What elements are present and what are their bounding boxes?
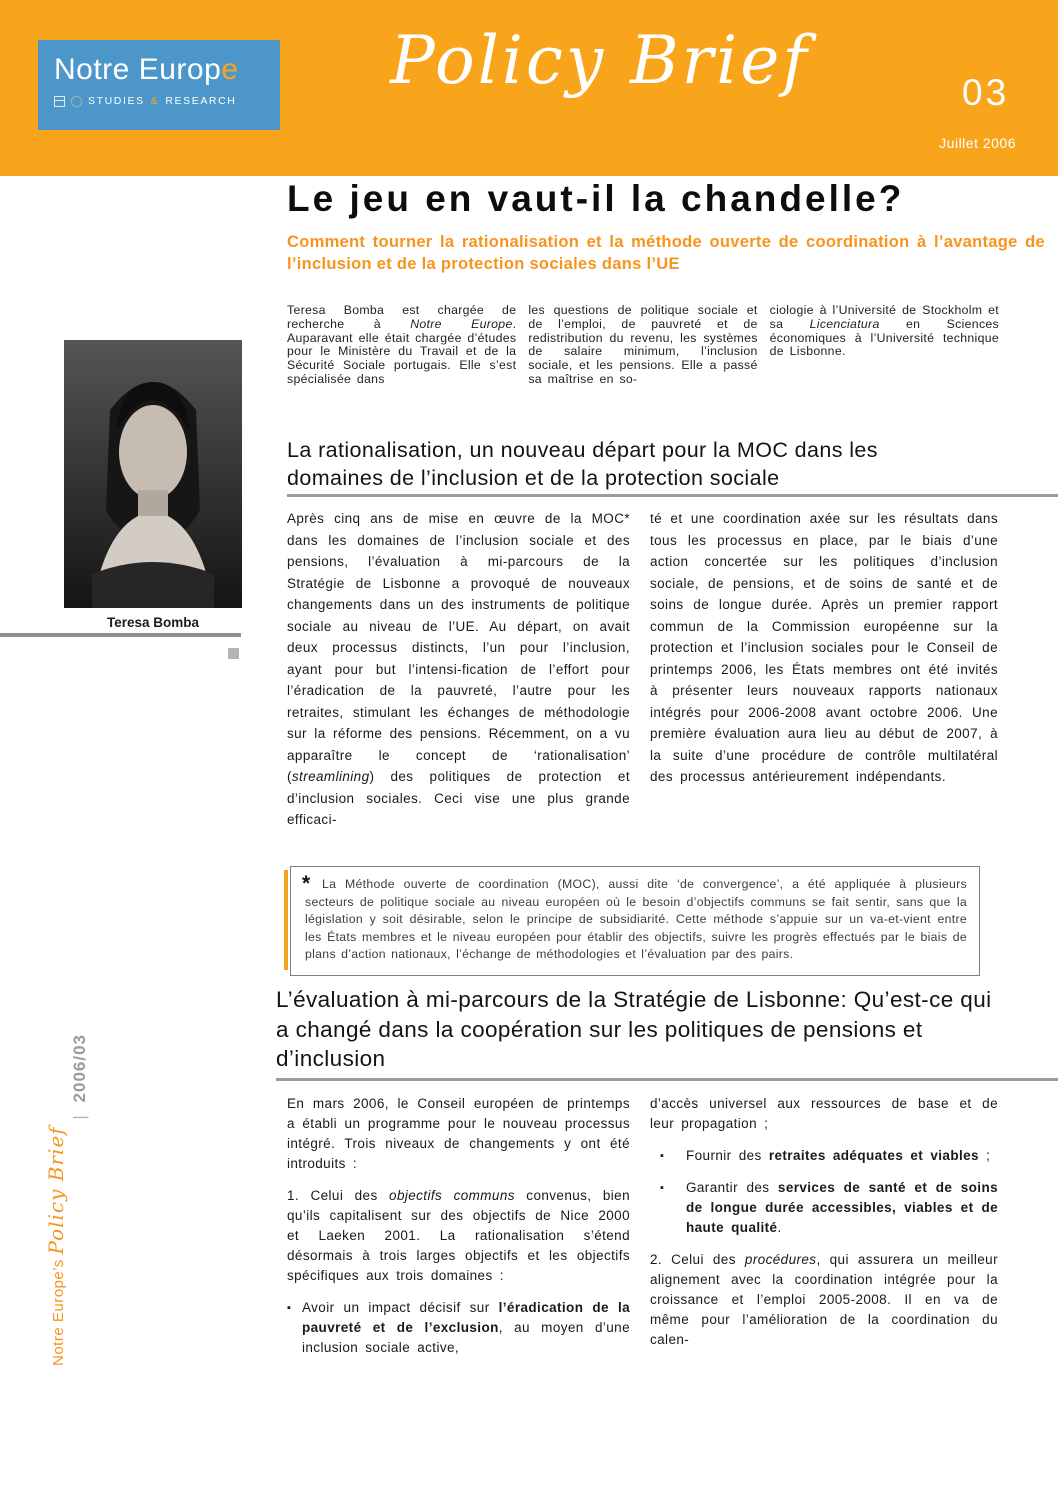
footnote-asterisk: * [302,872,311,895]
logo-title-accent: e [221,53,239,86]
section1-heading: La rationalisation, un nouveau départ pour la MOC dans les domaines de l’inclusion et de la protection sociale [287,438,878,490]
issue-date: Juillet 2006 [939,135,1016,151]
square-bullet-icon: ▪ [287,1302,292,1314]
sidebar-issue-line [70,1034,90,1366]
list-item-text: Fournir des retraites adéquates et viables ; [686,1148,991,1163]
sidebar-brand-script: Policy Brief [44,1126,68,1255]
footnote-text: La Méthode ouverte de coordination (MOC), aussi dite ‘de convergence’, a été appliquée à plusieurs secteurs de politique sociale au niveau européen où le besoin d’objectifs communs se fait sentir, sans que la législation y soit désirable, selon le principe de subsidiarité. Cette méthode s’appuie sur un va-et-vient entre les États membres et le niveau européen pour établir des objectifs, suivre les progrès effectués par le biais de plans d’action nationaux, l’échange de méthodologies et l’évaluation par des pairs. [305,877,967,961]
paragraph: d’accès universel aux ressources de base et de leur propagation ; [650,1096,998,1131]
bio-column-1: Teresa Bomba est chargée de recherche à Notre Europe. Auparavant elle était chargée d’études pour le Ministère du Travail et de la Sécurité Sociale portugais. Elle s’est spécialisée dans [287,303,517,386]
issue-number: 03 [962,72,1010,113]
footnote-accent-bar [284,870,288,970]
book-icon [54,96,65,107]
list-item [287,1298,630,1358]
section2-column-2 [650,1094,998,1350]
policy-brief-script-title: Policy Brief [390,22,810,99]
gray-square-marker [228,648,239,659]
section1-heading-rule [287,494,1058,497]
list-item [650,1178,998,1238]
logo-subtitle-ampersand: & [150,95,160,107]
logo-subtitle-right: RESEARCH [165,95,237,107]
list-item-text: Avoir un impact décisif sur l’éradication de la pauvreté et de l’exclusion, au moyen d’une inclusion sociale active, [302,1300,631,1355]
sidebar-brand-line [44,1034,68,1366]
section2-heading: L’évaluation à mi-parcours de la Stratégie de Lisbonne: Qu’est-ce qui a changé dans la coopération sur les politiques de pensions et d’inclusion [276,987,992,1072]
sidebar-brand-prefix: Notre Europe’s [50,1259,67,1366]
bio-column-2: les questions de politique sociale et de l’emploi, de pauvreté et de redistribution du revenu, les systèmes de salaire minimum, l’inclusion sociale, et les pensions. Elle a passé sa maîtrise en so- [528,303,758,386]
square-bullet-icon: ▪ [660,1182,665,1194]
square-bullet-icon: ▪ [660,1150,665,1162]
eu-stars-icon [71,96,82,107]
photo-caption: Teresa Bomba [106,615,200,630]
left-divider-rule [0,633,241,637]
sidebar-divider: | [70,1114,89,1120]
logo-subtitle-left: STUDIES [88,95,145,107]
logo-subtitle [54,95,264,107]
bio-column-3: ciologie à l’Université de Stockholm et sa Licenciatura en Sciences économiques à l’Université technique de Lisbonne. [769,303,999,359]
list-item [650,1146,998,1166]
list-item-text: Garantir des services de santé et de soins de longue durée accessibles, viables et de haute qualité. [686,1180,999,1235]
author-photo [64,340,242,608]
section2-column-1 [287,1094,630,1370]
logo-title-main: Notre Europ [54,53,222,86]
article-title: Le jeu en vaut-il la chandelle? [287,178,905,219]
paragraph: En mars 2006, le Conseil européen de printemps a établi un programme pour le nouveau processus intégré. Trois niveaux de changements y ont été introduits : [287,1096,630,1171]
section2-heading-rule [276,1078,1058,1081]
sidebar-vertical-text [44,1034,90,1366]
header-band [0,0,1058,176]
section1-column-1: Après cinq ans de mise en œuvre de la MOC* dans les domaines de l’inclusion sociale et des pensions, l’évaluation à mi-parcours de la Stratégie de Lisbonne a provoqué de nouveaux changements dans un des instruments de politique sociale au niveau de l’UE. Au départ, on avait deux processus distincts, l’un pour l’inclusion, ayant pour but l’intensi-fication de l’effort pour l’éradication de la pauvreté, l’autre pour les retraites, stimulant les échanges de méthodologie sur la réforme des pensions. Récemment, on a vu apparaître le concept de ‘rationalisation’ (streamlining) des politiques de protection et d’inclusion sociales. Ceci vise une plus grande efficaci- [287,511,630,827]
author-bio [287,304,999,387]
logo-title [54,53,264,86]
notre-europe-logo [38,40,280,130]
paragraph: 1. Celui des objectifs communs convenus, bien qu’ils capitalisent sur des objectifs de Nice 2000 et Laeken 2001. La rationalisation s’étend désormais à trois larges objectifs et les objectifs spécifiques aux trois domaines : [287,1188,630,1283]
sidebar-issue-number: 2006/03 [70,1034,89,1103]
footnote-box [290,866,980,976]
paragraph: 2. Celui des procédures, qui assurera un meilleur alignement avec la coordination intégrée pour la croissance et l’emploi 2005-2008. Il en va de même pour l’amélioration de la coordination du calen- [650,1252,998,1347]
section1-column-2: té et une coordination axée sur les résultats dans tous les processus en place, par le biais d’une action concertée sur les politiques d’inclusion sociale, de pensions, et de soins de santé et de soins de longue durée. Après un premier rapport commun de la Commission européenne sur la protection et l’inclusion sociales pour le Conseil de printemps 2006, les États membres ont été invités à présenter leurs nouveaux rapports nationaux intégrés pour 2006-2008 avant octobre 2006. Une première évaluation aura lieu au début de 2007, à la suite d’une procédure de contrôle multilatéral des processus antérieurement indépendants. [650,511,998,784]
article-subtitle: Comment tourner la rationalisation et la méthode ouverte de coordination à l’avantage de l’inclusion et de la protection sociales dans l’UE [287,233,1045,274]
